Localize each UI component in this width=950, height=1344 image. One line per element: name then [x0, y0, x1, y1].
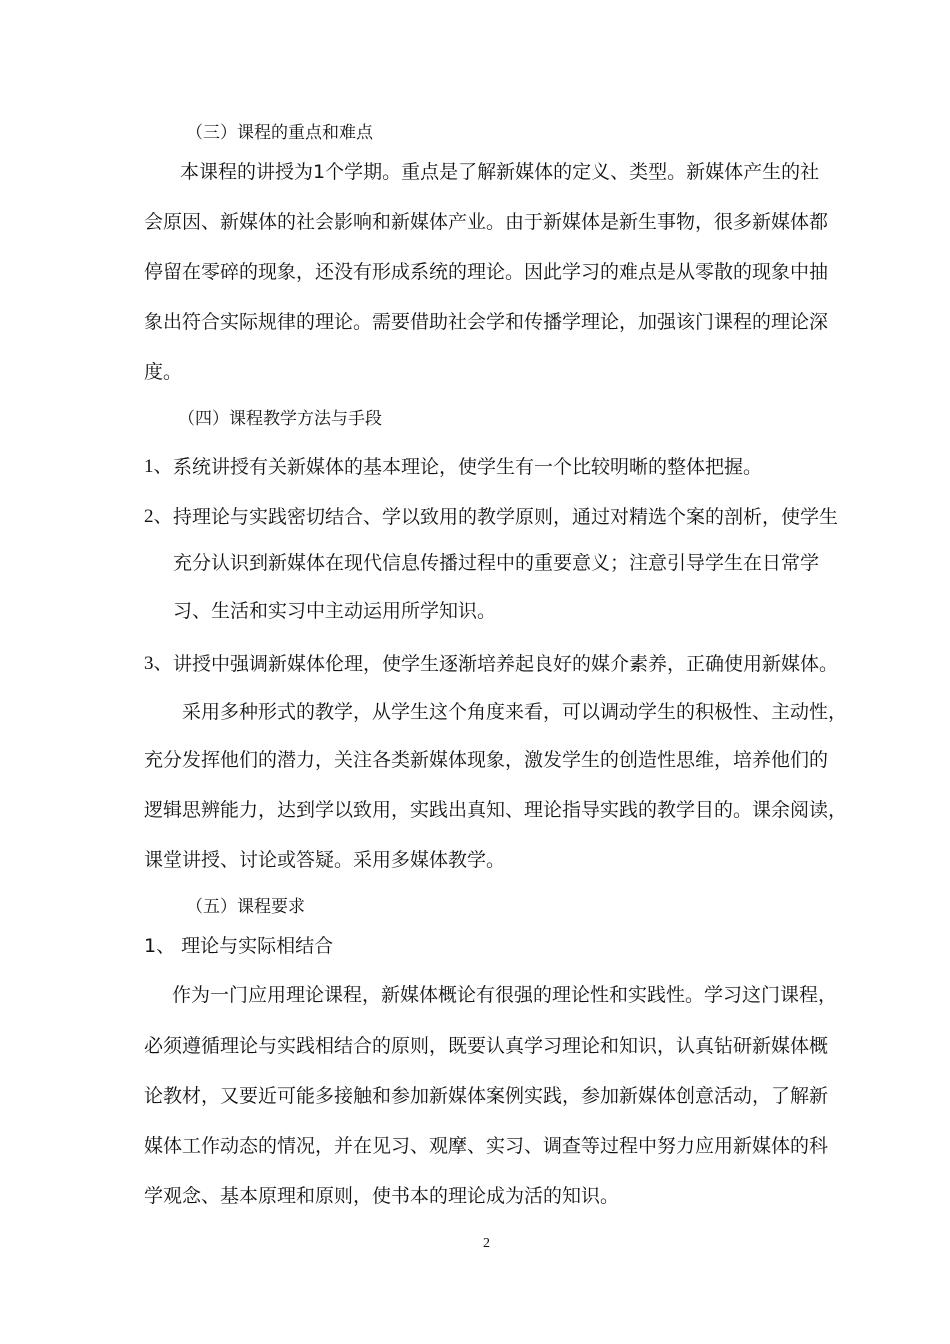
- paragraph-line: 本课程的讲授为1个学期。重点是了解新媒体的定义、类型。新媒体产生的社: [180, 161, 820, 183]
- paragraph-line: 逻辑思辨能力，达到学以致用，实践出真知、理论指导实践的教学目的。课余阅读，: [144, 799, 848, 821]
- page-number: 2: [483, 1236, 490, 1251]
- subheading: 1、 理论与实际相结合: [144, 935, 334, 957]
- list-item-text: 习、生活和实习中主动运用所学知识。: [173, 600, 497, 622]
- section-5-heading: （五）课程要求: [186, 897, 305, 917]
- paragraph-line: 象出符合实际规律的理论。需要借助社会学和传播学理论，加强该门课程的理论深: [144, 311, 829, 333]
- paragraph-line: 停留在零碎的现象，还没有形成系统的理论。因此学习的难点是从零散的现象中抽: [144, 261, 829, 283]
- section-4-heading: （四）课程教学方法与手段: [178, 409, 382, 429]
- paragraph-line: 论教材，又要近可能多接触和参加新媒体案例实践，参加新媒体创意活动，了解新: [144, 1085, 829, 1107]
- paragraph-line: 采用多种形式的教学，从学生这个角度来看，可以调动学生的积极性、主动性，: [182, 701, 848, 723]
- list-item-text: 持理论与实践密切结合、学以致用的教学原则，通过对精选个案的剖析，使学生: [173, 506, 839, 528]
- paragraph-line: 必须遵循理论与实践相结合的原则，既要认真学习理论和知识，认真钻研新媒体概: [144, 1035, 829, 1057]
- list-item-number: 2、: [144, 506, 173, 527]
- list-item-text: 充分认识到新媒体在现代信息传播过程中的重要意义；注意引导学生在日常学: [173, 552, 820, 574]
- list-item-number: 1、: [144, 456, 173, 477]
- paragraph-line: 充分发挥他们的潜力，关注各类新媒体现象，激发学生的创造性思维，培养他们的: [144, 749, 829, 771]
- paragraph-line: 度。: [144, 361, 183, 383]
- paragraph-line: 作为一门应用理论课程，新媒体概论有很强的理论性和实践性。学习这门课程，: [172, 984, 838, 1006]
- list-item-text: 系统讲授有关新媒体的基本理论，使学生有一个比较明晰的整体把握。: [173, 456, 763, 478]
- list-item-number: 3、: [144, 653, 173, 674]
- list-item-text: 讲授中强调新媒体伦理，使学生逐渐培养起良好的媒介素养，正确使用新媒体。: [173, 653, 839, 675]
- paragraph-line: 会原因、新媒体的社会影响和新媒体产业。由于新媒体是新生事物，很多新媒体都: [144, 211, 829, 233]
- paragraph-line: 媒体工作动态的情况，并在见习、观摩、实习、调查等过程中努力应用新媒体的科: [144, 1135, 829, 1157]
- paragraph-line: 课堂讲授、讨论或答疑。采用多媒体教学。: [144, 849, 506, 871]
- section-3-heading: （三）课程的重点和难点: [186, 123, 373, 143]
- paragraph-line: 学观念、基本原理和原则，使书本的理论成为活的知识。: [144, 1185, 620, 1207]
